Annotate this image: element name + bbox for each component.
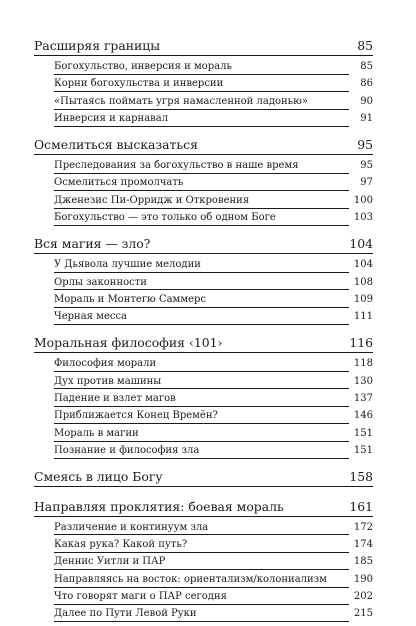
section-page: 174 (353, 538, 373, 550)
section-title: Деннис Уитли и ПАР (54, 556, 349, 570)
section-page: 90 (360, 95, 373, 107)
section-page: 172 (353, 521, 373, 533)
chapter-entry (34, 499, 373, 517)
section-title: Различение и континуум зла (54, 522, 349, 536)
toc-chapter (34, 38, 373, 137)
chapter-entry (34, 137, 373, 155)
section-page: 130 (353, 375, 373, 387)
section-entry (54, 522, 373, 536)
section-entry (54, 61, 373, 75)
section-title: Философия морали (54, 358, 349, 372)
section-title: «Пытаясь поймать угря намасленной ладонью» (54, 96, 349, 110)
section-title: Дух против машины (54, 376, 349, 390)
section-title: Что говорят маги о ПАР сегодня (54, 591, 349, 605)
section-title: Познание и философия зла (54, 445, 349, 459)
table-of-contents (34, 38, 373, 626)
section-page: 151 (353, 445, 373, 457)
section-title: Мораль и Монтегю Саммерс (54, 294, 349, 308)
section-entry (54, 574, 373, 588)
section-entry (54, 160, 373, 174)
section-page: 95 (360, 160, 373, 172)
toc-chapter (34, 137, 373, 236)
section-entry (54, 311, 373, 325)
section-list (54, 522, 373, 623)
section-page: 91 (360, 113, 373, 125)
section-title: Орлы законности (54, 277, 349, 291)
section-title: Падение и взлет магов (54, 393, 349, 407)
chapter-title: Осмелиться высказаться (34, 137, 198, 153)
section-title: Далее по Пути Левой Руки (54, 608, 349, 622)
chapter-page: 161 (349, 498, 373, 514)
section-title: Осмелиться промолчать (54, 177, 349, 191)
section-entry (54, 358, 373, 372)
section-entry (54, 591, 373, 605)
chapter-entry (34, 335, 373, 353)
section-title: Мораль в магии (54, 428, 349, 442)
chapter-title: Моральная философия ‹101› (34, 335, 223, 351)
chapter-title: Вся магия — зло? (34, 236, 151, 252)
toc-chapter (34, 335, 373, 469)
chapter-entry (34, 236, 373, 254)
chapter-page: 116 (349, 335, 373, 351)
section-entry (54, 608, 373, 622)
section-page: 137 (353, 392, 373, 404)
section-title: Богохульство — это только об одном Боге (54, 212, 349, 226)
section-entry (54, 393, 373, 407)
section-page: 109 (353, 293, 373, 305)
chapter-title: Расширяя границы (34, 38, 161, 53)
section-title: Направляясь на восток: ориентализм/колониализм (54, 574, 349, 588)
chapter-entry (34, 469, 373, 487)
section-entry (54, 195, 373, 209)
section-title: Дженезис Пи-Орридж и Откровения (54, 195, 349, 209)
section-page: 103 (353, 212, 373, 224)
section-entry (54, 376, 373, 390)
section-page: 151 (353, 427, 373, 439)
section-page: 85 (360, 61, 373, 72)
section-page: 108 (353, 276, 373, 288)
section-entry (54, 294, 373, 308)
section-entry (54, 277, 373, 291)
section-entry (54, 113, 373, 127)
section-entry (54, 539, 373, 553)
section-title: Богохульство, инверсия и мораль (54, 61, 349, 75)
chapter-title: Направляя проклятия: боевая мораль (34, 498, 284, 514)
section-entry (54, 78, 373, 92)
section-title: Черная месса (54, 311, 349, 325)
section-page: 104 (353, 259, 373, 271)
chapter-page: 104 (349, 236, 373, 252)
toc-chapter (34, 236, 373, 335)
section-page: 202 (353, 591, 373, 603)
section-entry (54, 177, 373, 191)
section-entry (54, 445, 373, 459)
section-entry (54, 96, 373, 110)
section-entry (54, 212, 373, 226)
toc-chapter (34, 499, 373, 623)
section-list (54, 358, 373, 459)
section-entry (54, 410, 373, 424)
chapter-page: 95 (357, 137, 373, 153)
section-list (54, 61, 373, 127)
section-page: 146 (353, 410, 373, 422)
section-title: Корни богохульства и инверсии (54, 78, 349, 92)
section-page: 111 (353, 311, 373, 323)
section-title: Инверсия и карнавал (54, 113, 349, 127)
section-title: Приближается Конец Времён? (54, 410, 349, 424)
chapter-page: 158 (349, 469, 373, 485)
section-title: Преследования за богохульство в наше время (54, 160, 349, 174)
section-page: 97 (360, 177, 373, 189)
section-page: 118 (353, 358, 373, 370)
section-page: 215 (353, 608, 373, 620)
section-page: 86 (360, 78, 373, 90)
section-title: У Дьявола лучшие мелодии (54, 259, 349, 273)
section-entry (54, 556, 373, 570)
section-list (54, 259, 373, 325)
section-page: 190 (353, 573, 373, 585)
section-page: 185 (353, 556, 373, 568)
chapter-title: Смеясь в лицо Богу (34, 469, 163, 485)
section-list (54, 160, 373, 226)
section-page: 100 (353, 194, 373, 206)
section-entry (54, 428, 373, 442)
toc-chapter (34, 469, 373, 499)
section-entry (54, 259, 373, 273)
section-title: Какая рука? Какой путь? (54, 539, 349, 553)
chapter-page: 85 (357, 38, 373, 53)
chapter-entry (34, 38, 373, 56)
